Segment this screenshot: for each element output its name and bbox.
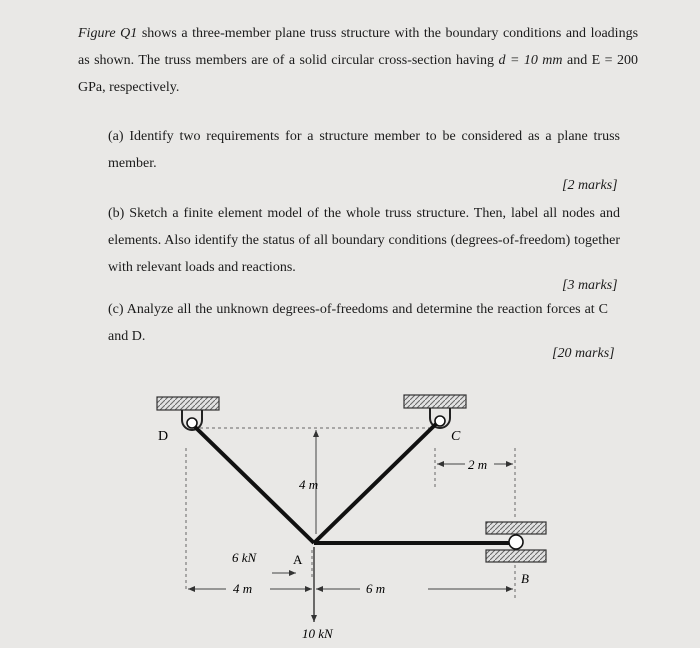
- support-b-ground-top: [486, 522, 546, 534]
- label-node-b: B: [521, 571, 529, 586]
- support-c-ground: [404, 395, 466, 408]
- roller-b: [509, 535, 523, 549]
- label-node-d: D: [158, 429, 169, 444]
- part-a-label: (a): [108, 129, 124, 144]
- figure-word: Figure: [78, 26, 116, 41]
- member-ca: [314, 422, 438, 543]
- part-b-text: Sketch a finite element model of the whole truss structure. Then, label all nodes and elements. Also identify the status of all boundary conditions (degrees-of-freedom) together with relevant loads and reactions.: [108, 206, 620, 275]
- label-dimension-2m: 2 m: [468, 457, 488, 472]
- label-load-10kn: 10 kN: [302, 626, 333, 641]
- part-c-label: (c): [108, 302, 124, 317]
- intro-text: shows a three-member plane truss structure with the boundary conditions and loadings as shown. The truss members are of a solid circular cross-section having: [78, 26, 639, 68]
- label-node-a: A: [293, 552, 303, 567]
- part-a-marks: [2 marks]: [562, 178, 618, 193]
- figure-id: Q1: [120, 26, 138, 41]
- and-word: and: [566, 53, 588, 68]
- modulus-value: E = 200 GPa, respectively.: [78, 53, 639, 95]
- diameter-value: d = 10 mm: [498, 53, 563, 68]
- part-b-label: (b): [108, 206, 125, 221]
- part-a-text: Identify two requirements for a structure member to be considered as a plane truss member.: [108, 129, 620, 171]
- pin-d: [187, 418, 197, 428]
- label-dimension-6m: 6 m: [366, 581, 386, 596]
- support-d-ground: [157, 397, 219, 410]
- part-c-marks: [20 marks]: [552, 346, 615, 361]
- label-dimension-4m-vertical: 4 m: [299, 477, 319, 492]
- label-dimension-4m-horizontal: 4 m: [233, 581, 253, 596]
- label-load-6kn: 6 kN: [232, 550, 257, 565]
- part-b-marks: [3 marks]: [562, 278, 618, 293]
- pin-c: [435, 416, 445, 426]
- member-da: [192, 424, 314, 543]
- support-b-ground-bottom: [486, 550, 546, 562]
- label-node-c: C: [451, 429, 461, 444]
- part-c-text: Analyze all the unknown degrees-of-freedoms and determine the reaction forces at C and D.: [108, 302, 608, 344]
